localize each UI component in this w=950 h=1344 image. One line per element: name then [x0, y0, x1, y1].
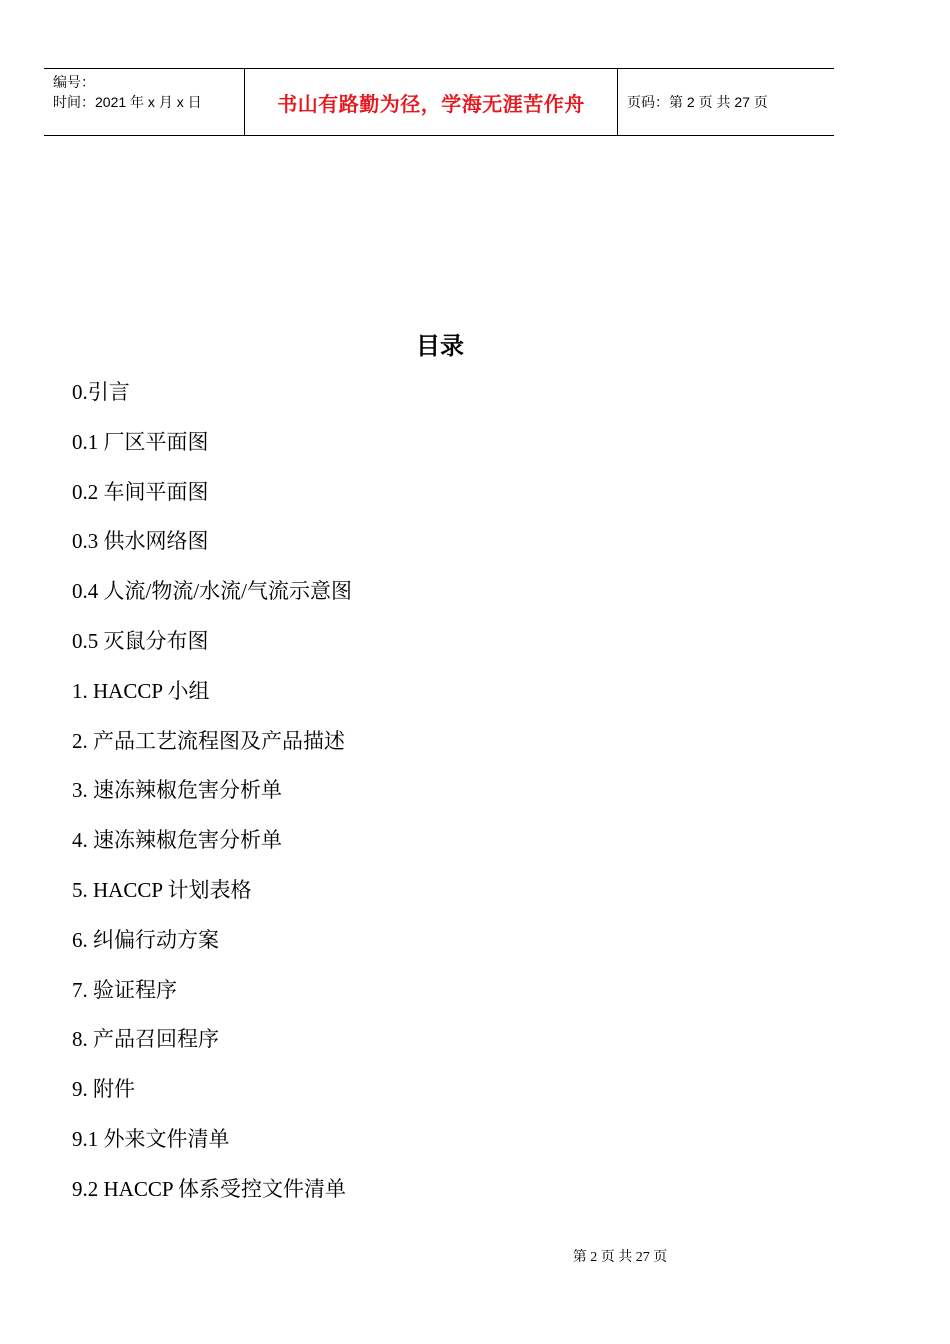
- toc-item: 0.3 供水网络图: [72, 529, 209, 554]
- motto-text: 书山有路勤为径，学海无涯苦作舟: [277, 91, 585, 116]
- number-label: 编号：: [53, 74, 95, 90]
- toc-list: [72, 375, 352, 1222]
- toc-item: 6. 纠偏行动方案: [72, 927, 219, 952]
- toc-item: 0.1 厂区平面图: [72, 429, 209, 454]
- toc-item: 4. 速冻辣椒危害分析单: [72, 828, 282, 853]
- toc-item: 7. 验证程序: [72, 977, 177, 1002]
- page-header: [44, 68, 834, 136]
- toc-item: 9.1 外来文件清单: [72, 1126, 230, 1151]
- toc-item: 1. HACCP 小组: [72, 678, 210, 703]
- toc-item: 0.2 车间平面图: [72, 479, 209, 504]
- toc-item: 9. 附件: [72, 1077, 135, 1102]
- header-motto-cell: [245, 69, 618, 135]
- page-footer: 第 2 页 共 27 页: [572, 1250, 668, 1265]
- toc-item: 3. 速冻辣椒危害分析单: [72, 778, 282, 803]
- toc-item: 0.5 灭鼠分布图: [72, 628, 209, 653]
- header-page-label: 页码：第 2 页 共 27 页: [627, 94, 768, 110]
- time-label: 时间：2021 年 x 月 x 日: [53, 94, 202, 110]
- toc-item: 2. 产品工艺流程图及产品描述: [72, 728, 345, 753]
- toc-title: 目录: [416, 331, 464, 360]
- toc-item: 0.4 人流/物流/水流/气流示意图: [72, 579, 353, 604]
- toc-item: 8. 产品召回程序: [72, 1027, 219, 1052]
- header-page-cell: [618, 69, 834, 135]
- toc-item: 9.2 HACCP 体系受控文件清单: [72, 1176, 346, 1201]
- header-left-cell: [44, 69, 245, 135]
- toc-item: 0.引言: [72, 380, 130, 404]
- toc-item: 5. HACCP 计划表格: [72, 877, 252, 902]
